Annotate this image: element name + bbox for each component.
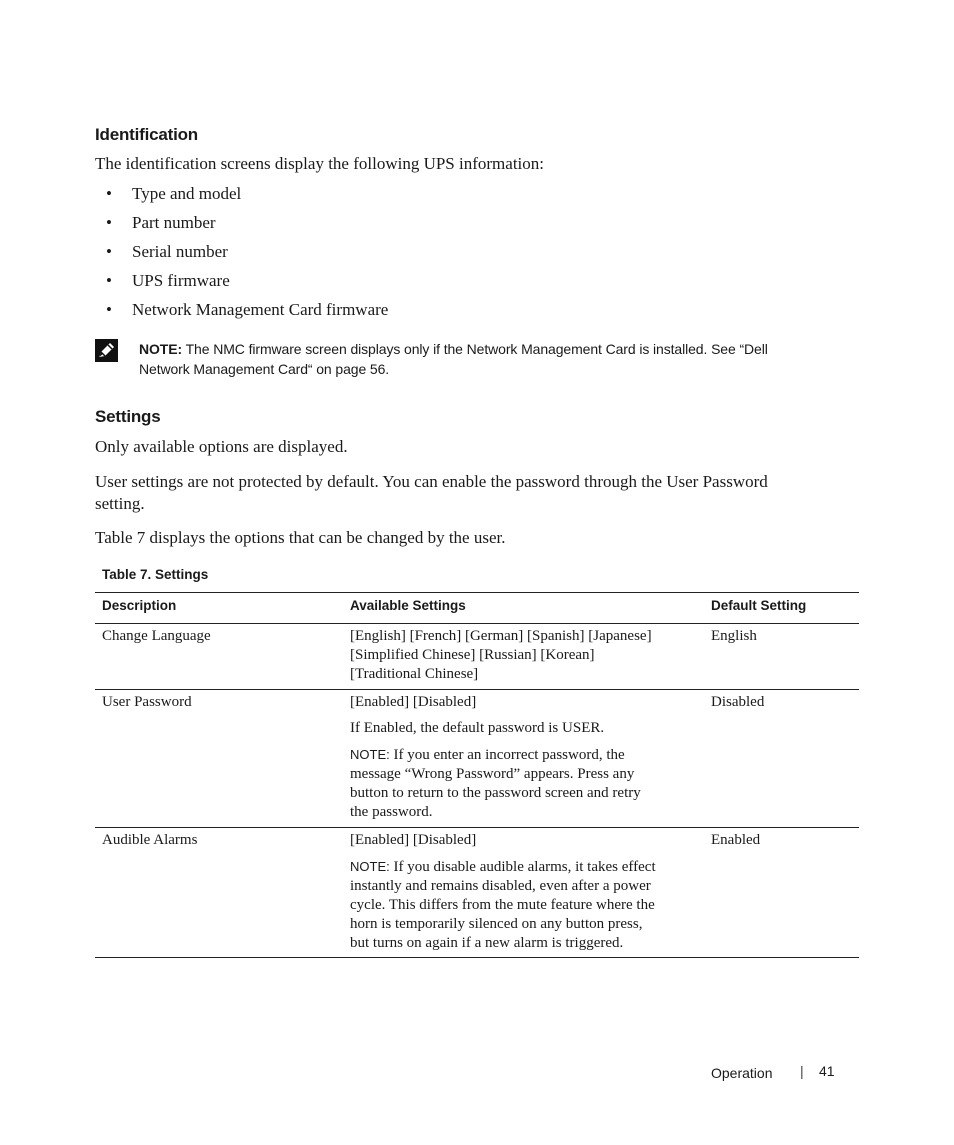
column-header-available-settings: Available Settings [350,598,466,613]
row-rule [95,827,859,828]
column-header-description: Description [102,598,177,613]
table-title: Table 7. Settings [102,567,209,582]
table-cell-available-settings: [Enabled] [Disabled] NOTE: If you disable audible alarms, it takes effect instantly and remains disabled, even after a power cycle. This differs from the mute feature where the horn is temporarily silenced on any button press, but turns on again if a new alarm is triggered. [350,832,656,951]
bullet-icon: • [106,300,112,319]
header-rule [95,623,859,624]
footer-separator: | [800,1063,804,1079]
table-cell-description: User Password [102,694,192,710]
identification-intro: The identification screens display the following UPS information: [95,154,544,173]
bullet-icon: • [106,213,112,232]
settings-heading: Settings [95,407,161,426]
list-item: • Serial number [106,242,228,261]
table-cell-available-settings: [Enabled] [Disabled] If Enabled, the default password is USER. NOTE: If you enter an incorrect password, the message “Wrong Password” appears. Press any button to return to the password screen and retry the password. [350,694,641,820]
table-cell-default: English [711,628,757,644]
table-cell-available-settings: [English] [French] [German] [Spanish] [Japanese] [Simplified Chinese] [Russian] [Korean] [Traditional Chinese] [350,628,652,682]
table-cell-description: Change Language [102,628,211,644]
settings-paragraph-1: Only available options are displayed. [95,437,348,456]
bullet-icon: • [106,184,112,203]
bullet-icon: • [106,271,112,290]
list-item: • UPS firmware [106,271,230,290]
settings-paragraph-3: Table 7 displays the options that can be changed by the user. [95,528,506,547]
table-cell-default: Enabled [711,832,761,848]
list-item: • Part number [106,213,216,232]
settings-paragraph-2: User settings are not protected by default. You can enable the password through the User Password setting. [95,472,768,513]
identification-heading: Identification [95,125,198,144]
identification-note: NOTE: The NMC firmware screen displays only if the Network Management Card is installed. See “Dell Network Management Card“ on page 56. [139,341,768,377]
bullet-icon: • [106,242,112,261]
list-item: • Type and model [106,184,242,203]
table-cell-default: Disabled [711,694,765,710]
footer-section: Operation [711,1065,773,1081]
table-cell-description: Audible Alarms [102,832,198,848]
table-top-rule [95,592,859,593]
page-number: 41 [819,1063,835,1079]
column-header-default-setting: Default Setting [711,598,807,613]
table-bottom-rule [95,957,859,958]
row-rule [95,689,859,690]
list-item: • Network Management Card firmware [106,300,389,319]
note-pencil-icon [95,339,118,362]
